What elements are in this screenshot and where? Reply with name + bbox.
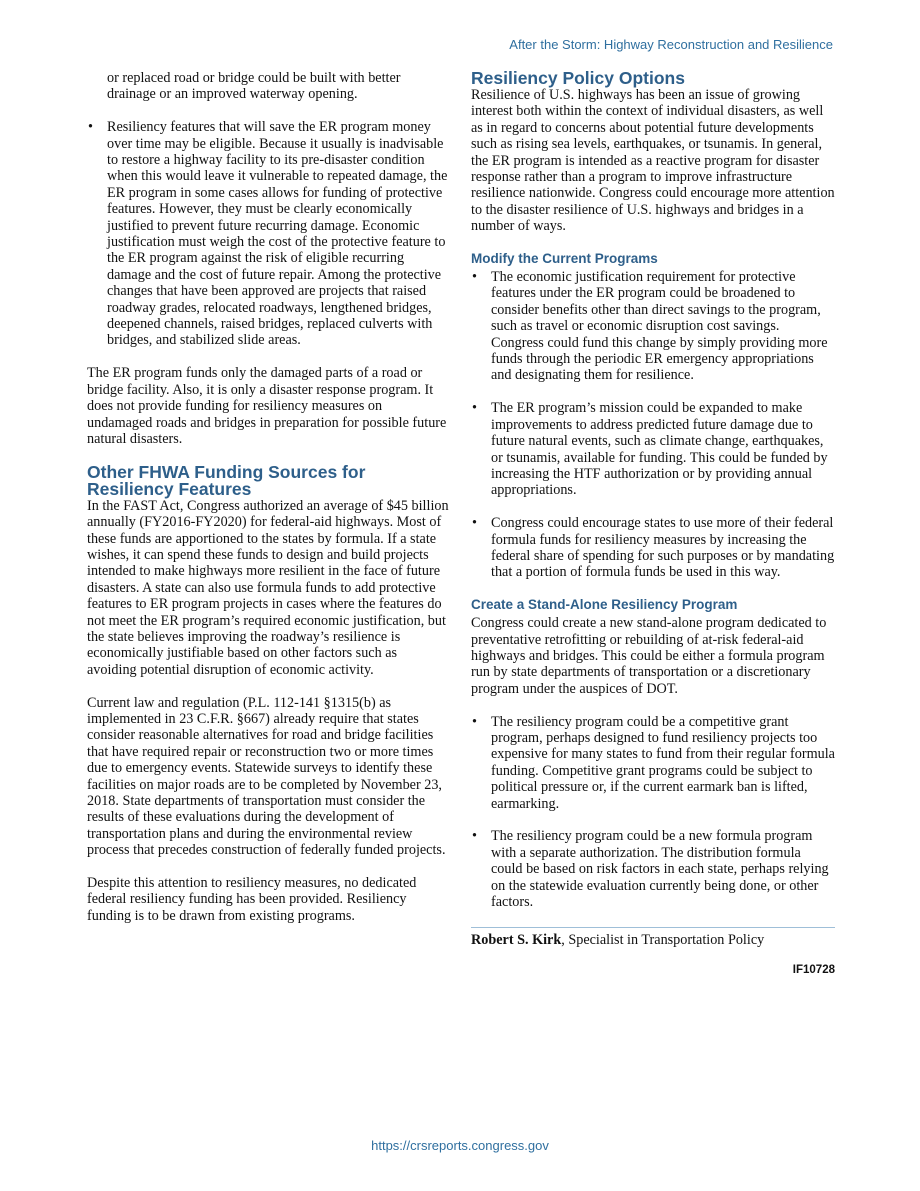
left-bullet-list bbox=[87, 119, 449, 349]
author-name: Robert S. Kirk bbox=[471, 931, 562, 948]
bullet-icon: • bbox=[472, 713, 477, 730]
list-item-text: The ER program’s mission could be expanded to make improvements to address predicted future damage due to future natural events, such as climate change, earthquakes, or tsunamis, available for funding. This could be funded by increasing the HTF authorization or by providing annual appropriations. bbox=[491, 400, 828, 499]
bullet-icon: • bbox=[88, 119, 93, 136]
bullet-icon: • bbox=[472, 515, 477, 532]
left-column bbox=[87, 70, 449, 941]
subheading-create-program: Create a Stand-Alone Resiliency Program bbox=[471, 597, 738, 613]
running-header: After the Storm: Highway Reconstruction and Resilience bbox=[509, 37, 833, 52]
list-item bbox=[471, 400, 835, 498]
list-item-text: The resiliency program could be a competitive grant program, perhaps designed to fund resiliency projects too expensive for many states to fund from their regular formula funding. Competitive grant programs could be subject to political pressure or, if the current earmark ban is lifted, earmarking. bbox=[491, 713, 835, 812]
report-id: IF10728 bbox=[792, 964, 835, 977]
right-column bbox=[471, 70, 835, 979]
paragraph-policy-intro: Resilience of U.S. highways has been an issue of growing interest both within the context of individual disasters, as well as in regard to concerns about potential future developments such as rising sea levels, earthquakes, or tsunamis. In general, the ER program is intended as a reactive program for disaster response rather than a program to improve infrastructure resilience nationwide. Congress could encourage more attention to the disaster resilience of U.S. highways and bridges in a number of ways. bbox=[471, 87, 835, 235]
list-item bbox=[471, 828, 835, 910]
list-item-text: Congress could encourage states to use more of their federal formula funds for resiliency measures by increasing the federal share of spending for such purposes or by mandating that a portion of formula funds be used in this way. bbox=[491, 515, 835, 581]
paragraph-despite: Despite this attention to resiliency measures, no dedicated federal resiliency funding has been provided. Resiliency funding is to be drawn from existing programs. bbox=[87, 875, 417, 924]
list-item-text: Resiliency features that will save the ER program money over time may be eligible. Because it usually is inadvisable to restore a highway facility to its pre-disaster condition when this would leave it vulnerable to repeated damage, the ER program in some cases allows for funding of protective features. However, they must be clearly economically justified to prevent future recurring damage. Economic justification must weigh the cost of the protective feature to the ER program against the risk of eligible recurring damage and the cost of future repair. Among the protective changes that have been approved are projects that raised roadway grades, relocated roadways, lengthened bridges, deepened channels, raised bridges, replaced culverts with bridges, and stabilized slide areas. bbox=[107, 119, 448, 349]
author-block bbox=[471, 927, 835, 948]
list-item bbox=[471, 515, 835, 581]
footer-url[interactable]: https://crsreports.congress.gov bbox=[371, 1138, 549, 1153]
list-item bbox=[87, 119, 449, 349]
create-bullet-list bbox=[471, 714, 835, 911]
section-heading-policy-options: Resiliency Policy Options bbox=[471, 68, 685, 88]
list-item bbox=[471, 714, 835, 812]
bullet-icon: • bbox=[472, 400, 477, 417]
continued-bullet-text: or replaced road or bridge could be built with better drainage or an improved waterway opening. bbox=[107, 70, 401, 103]
paragraph-fast-act: In the FAST Act, Congress authorized an average of $45 billion annually (FY2016-FY2020) for federal-aid highways. Most of these funds are apportioned to the states by formula. If a state wishes, it can spend these funds to design and build projects intended to make highways more resilient in the face of future disasters. A state can also use formula funds to add protective features to ER program projects in cases where the features do not meet the ER program’s required economic justification, but the state believes improving the roadway’s resilience is economically justifiable based on other factors such as avoiding potential disruption of economic activity. bbox=[87, 497, 449, 678]
subheading-modify-programs: Modify the Current Programs bbox=[471, 251, 658, 267]
author-title: , Specialist in Transportation Policy bbox=[561, 931, 765, 948]
paragraph-current-law: Current law and regulation (P.L. 112-141 §1315(b) as implemented in 23 C.F.R. §667) already require that states consider reasonable alternatives for road and bridge facilities that have required repair or reconstruction two or more times due to emergency events. Statewide surveys to identify these facilities on major roads are to be completed by November 23, 2018. State departments of transportation must consider the results of these evaluations during the development of transportation plans and during the environmental review process that precedes construction of federally funded projects. bbox=[87, 694, 446, 859]
bullet-icon: • bbox=[472, 828, 477, 845]
paragraph-er-program: The ER program funds only the damaged parts of a road or bridge facility. Also, it is only a disaster response program. It does not provide funding for resiliency measures on undamaged roads and bridges in preparation for possible future natural disasters. bbox=[87, 365, 447, 447]
list-item bbox=[471, 269, 835, 384]
section-heading-other-funding: Other FHWA Funding Sources for Resiliency Features bbox=[87, 461, 366, 499]
list-item-text: The economic justification requirement for protective features under the ER program could be broadened to consider benefits other than direct savings to the program, such as travel or economic disruption cost savings. Congress could fund this change by simply providing more funds through the periodic ER emergency appropriations and designating them for resilience. bbox=[491, 269, 828, 384]
paragraph-create-program: Congress could create a new stand-alone program dedicated to preventative retrofitting or rebuilding of at-risk federal-aid highways and bridges. This could be either a formula program run by state departments of transportation or a discretionary program under the auspices of DOT. bbox=[471, 615, 827, 697]
list-item-text: The resiliency program could be a new formula program with a separate authorization. The distribution formula could be based on risk factors in each state, perhaps relying on the statewide evaluation currently being done, or other factors. bbox=[491, 828, 829, 910]
bullet-icon: • bbox=[472, 269, 477, 286]
modify-bullet-list bbox=[471, 269, 835, 581]
